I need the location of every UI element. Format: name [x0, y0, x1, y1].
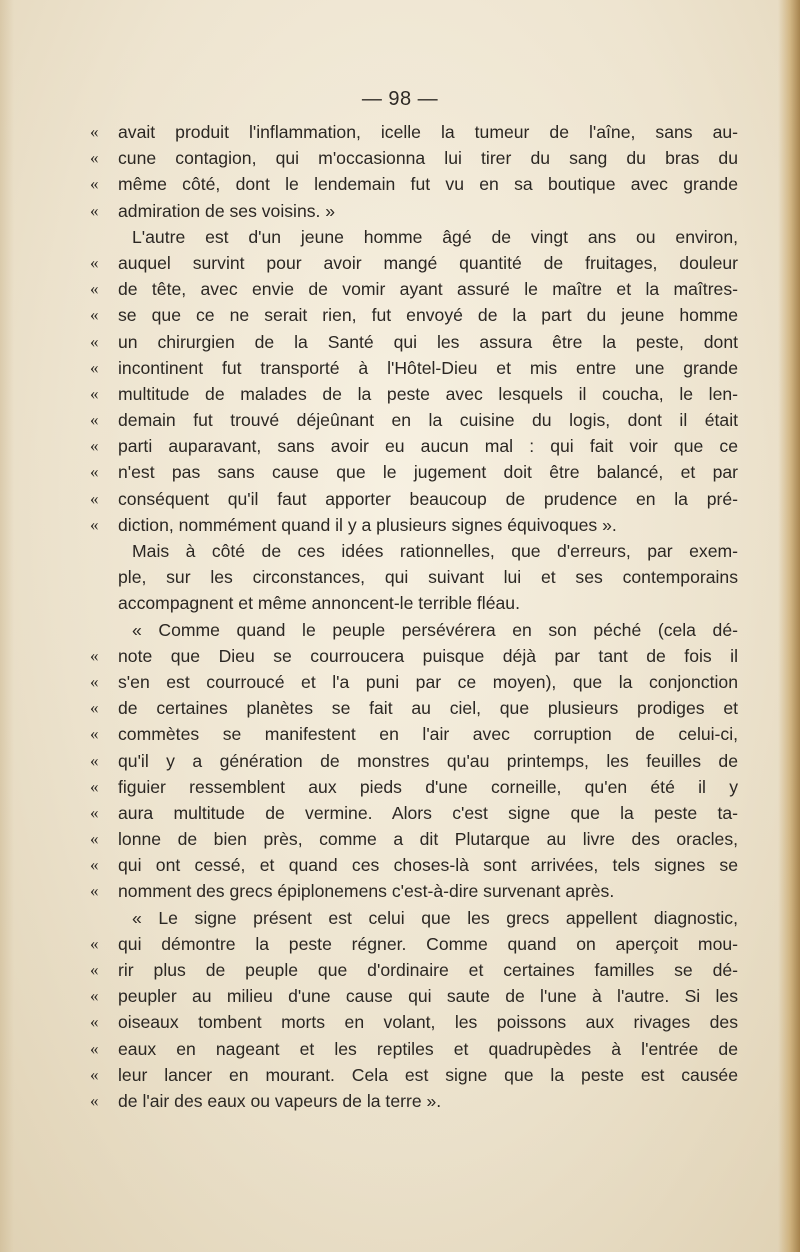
- line-text: auquel survint pour avoir mangé quantité de fruitages, douleur: [118, 252, 738, 273]
- text-line: [90, 355, 738, 381]
- line-text: n'est pas sans cause que le jugement doit être balancé, et par: [118, 462, 738, 483]
- line-text: peupler au milieu d'une cause qui saute de l'une à l'autre. Si les: [118, 986, 738, 1007]
- quote-mark: «: [90, 802, 99, 822]
- text-line: [90, 198, 738, 224]
- line-text: figuier ressemblent aux pieds d'une corneille, qu'en été il y: [118, 776, 738, 797]
- text-line: [90, 250, 738, 276]
- line-text: demain fut trouvé déjeûnant en la cuisine du logis, dont il était: [118, 410, 738, 431]
- line-text: de certaines planètes se fait au ciel, que plusieurs prodiges et: [118, 698, 738, 719]
- quote-mark: «: [90, 776, 99, 796]
- quote-mark: «: [90, 1038, 99, 1058]
- line-text: note que Dieu se courroucera puisque déjà par tant de fois il: [118, 645, 738, 666]
- page-right-edge-stain: [778, 0, 800, 1252]
- text-line: [90, 145, 738, 171]
- text-line: [118, 564, 738, 590]
- text-line: [90, 826, 738, 852]
- line-text: admiration de ses voisins. »: [118, 200, 336, 221]
- line-text: cune contagion, qui m'occasionna lui tirer du sang du bras du: [118, 148, 738, 169]
- text-line: [90, 931, 738, 957]
- quote-mark: «: [90, 122, 99, 141]
- line-text: commètes se manifestent en l'air avec corruption de celui-ci,: [118, 724, 738, 745]
- quote-mark: «: [90, 410, 99, 430]
- text-line: [90, 407, 738, 433]
- text-line: [90, 983, 738, 1009]
- quote-mark: «: [90, 436, 99, 456]
- quote-mark: «: [90, 881, 99, 901]
- text-line: [90, 748, 738, 774]
- line-text: se que ce ne serait rien, fut envoyé de la part du jeune homme: [118, 305, 738, 326]
- text-line: [90, 957, 738, 983]
- quote-mark: «: [90, 514, 99, 534]
- quote-mark: «: [90, 671, 99, 691]
- text-line: [90, 669, 738, 695]
- line-text: un chirurgien de la Santé qui les assura être la peste, dont: [118, 331, 738, 352]
- line-text: ple, sur les circonstances, qui suivant lui et ses contemporains: [118, 567, 738, 588]
- page-number: — 98 —: [361, 88, 439, 110]
- body-text: [90, 119, 738, 1114]
- line-text: qui ont cessé, et quand ces choses-là sont arrivées, tels signes se: [118, 855, 738, 876]
- text-line: [90, 852, 738, 878]
- text-line: [90, 329, 738, 355]
- quote-mark: «: [90, 383, 99, 403]
- line-text: « Le signe présent est celui que les grecs appellent diagnostic,: [132, 907, 738, 928]
- text-line: [90, 721, 738, 747]
- quote-mark: «: [90, 200, 99, 220]
- line-text: Mais à côté de ces idées rationnelles, que d'erreurs, par exem-: [132, 541, 738, 561]
- text-line: [118, 538, 738, 564]
- quote-mark: «: [90, 750, 99, 770]
- line-text: rir plus de peuple que d'ordinaire et certaines familles se dé-: [118, 960, 738, 980]
- quote-mark: «: [90, 933, 99, 953]
- line-text: de tête, avec envie de vomir ayant assuré le maître et la maîtres-: [118, 279, 738, 300]
- text-line: [90, 1009, 738, 1035]
- line-text: qui démontre la peste régner. Comme quand on aperçoit mou-: [118, 933, 738, 954]
- line-text: multitude de malades de la peste avec lesquels il coucha, le len-: [118, 383, 738, 404]
- text-line: [90, 878, 738, 904]
- line-text: conséquent qu'il faut apporter beaucoup de prudence en la pré-: [118, 488, 738, 509]
- quote-mark: «: [90, 829, 99, 849]
- line-text: eaux en nageant et les reptiles et quadrupèdes à l'entrée de: [118, 1038, 738, 1059]
- quote-mark: «: [90, 1012, 99, 1032]
- quote-mark: «: [90, 1090, 99, 1110]
- text-line: [90, 486, 738, 512]
- line-text: lonne de bien près, comme a dit Plutarque au livre des oracles,: [118, 829, 738, 850]
- quote-mark: «: [90, 252, 99, 272]
- quote-mark: «: [90, 305, 99, 325]
- quote-mark: «: [90, 724, 99, 744]
- text-line: [90, 119, 738, 145]
- text-line: [90, 1036, 738, 1062]
- line-text: oiseaux tombent morts en volant, les poissons aux rivages des: [118, 1012, 738, 1033]
- quote-mark: «: [90, 1064, 99, 1084]
- quote-mark: «: [90, 855, 99, 875]
- line-text: nomment des grecs épiplonemens c'est-à-dire survenant après.: [118, 881, 615, 902]
- quote-mark: «: [90, 148, 99, 168]
- text-line: [118, 224, 738, 250]
- quote-mark: «: [90, 488, 99, 508]
- line-text: qu'il y a génération de monstres qu'au printemps, les feuilles de: [118, 750, 738, 771]
- text-line: [90, 381, 738, 407]
- text-line: [90, 459, 738, 485]
- text-line: [90, 171, 738, 197]
- quote-mark: «: [90, 698, 99, 718]
- line-text: L'autre est d'un jeune homme âgé de vingt ans ou environ,: [132, 226, 738, 247]
- quote-mark: «: [90, 331, 99, 351]
- line-text: accompagnent et même annoncent-le terrible fléau.: [118, 593, 520, 614]
- text-line: [90, 774, 738, 800]
- line-text: même côté, dont le lendemain fut vu en sa boutique avec grande: [118, 174, 738, 195]
- line-text: parti auparavant, sans avoir eu aucun mal : qui fait voir que ce: [118, 436, 738, 457]
- quote-mark: «: [90, 960, 99, 979]
- text-line: [90, 512, 738, 538]
- quote-mark: «: [90, 279, 99, 299]
- line-text: aura multitude de vermine. Alors c'est signe que la peste ta-: [118, 802, 738, 823]
- line-text: de l'air des eaux ou vapeurs de la terre ».: [118, 1090, 442, 1111]
- text-line: [90, 1088, 738, 1114]
- line-text: « Comme quand le peuple persévérera en son péché (cela dé-: [132, 619, 738, 640]
- text-line: [118, 617, 738, 643]
- text-line: [90, 276, 738, 302]
- page-left-edge-shadow: [0, 0, 14, 1252]
- text-line: [90, 695, 738, 721]
- line-text: leur lancer en mourant. Cela est signe que la peste est causée: [118, 1064, 738, 1085]
- quote-mark: «: [90, 986, 99, 1006]
- line-text: avait produit l'inflammation, icelle la tumeur de l'aîne, sans au-: [118, 122, 738, 142]
- quote-mark: «: [90, 462, 99, 482]
- text-line: [90, 433, 738, 459]
- text-line: [90, 1062, 738, 1088]
- quote-mark: «: [90, 645, 99, 665]
- line-text: s'en est courroucé et l'a puni par ce moyen), que la conjonction: [118, 671, 738, 692]
- text-line: [90, 800, 738, 826]
- text-line: [90, 643, 738, 669]
- text-line: [118, 590, 738, 616]
- quote-mark: «: [90, 174, 99, 194]
- line-text: incontinent fut transporté à l'Hôtel-Dieu et mis entre une grande: [118, 357, 738, 378]
- line-text: diction, nommément quand il y a plusieurs signes équivoques ».: [118, 514, 617, 535]
- text-line: [90, 302, 738, 328]
- quote-mark: «: [90, 357, 99, 377]
- text-line: [118, 905, 738, 931]
